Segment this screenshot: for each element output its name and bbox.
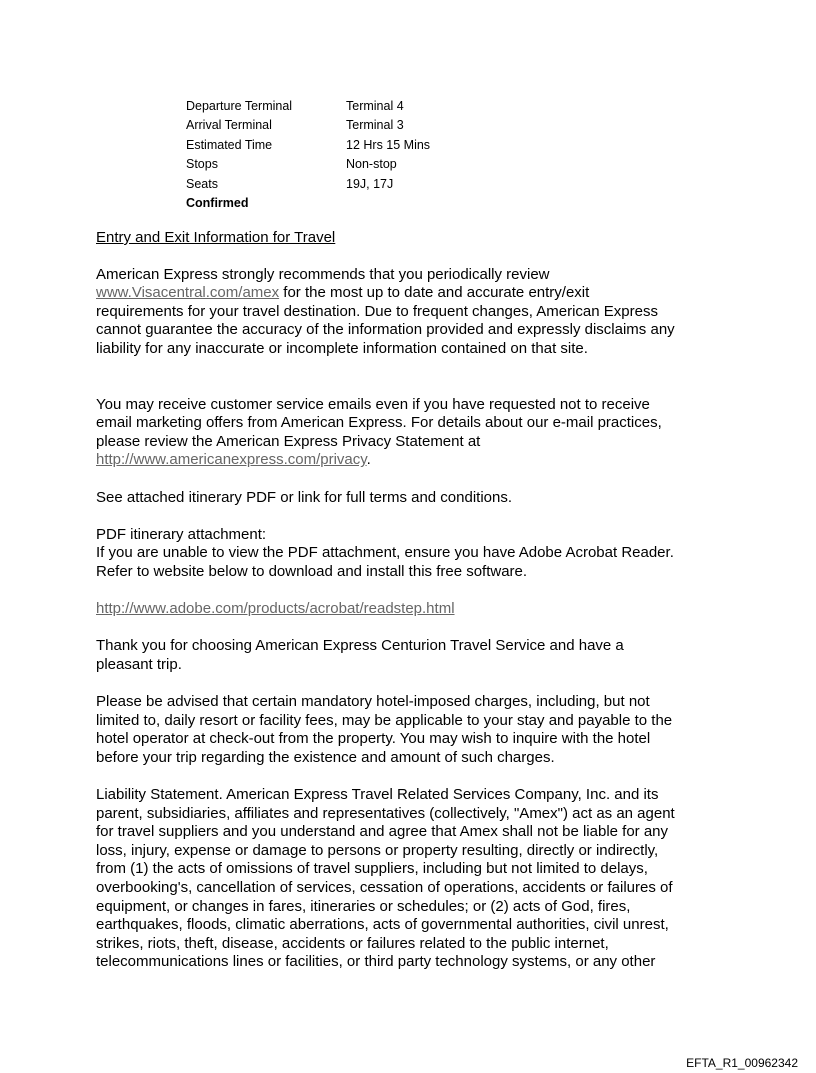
liability-statement-paragraph — [96, 786, 736, 972]
hotel-charges-paragraph — [96, 693, 736, 767]
text-line: PDF itinerary attachment: — [96, 525, 267, 543]
thank-you-paragraph — [96, 637, 736, 674]
entry-exit-heading: Entry and Exit Information for Travel — [96, 229, 336, 246]
estimated-time-label: Estimated Time — [186, 137, 273, 152]
text-line — [96, 451, 736, 470]
text-line: parent, subsidiaries, affiliates and representatives (collectively, "Amex") act as an agent — [96, 804, 675, 822]
privacy-statement-link[interactable]: http://www.americanexpress.com/privacy — [96, 451, 367, 469]
document-id: EFTA_R1_00962342 — [686, 1056, 798, 1070]
seats-label: Seats — [186, 176, 218, 191]
text-line: cannot guarantee the accuracy of the information provided and expressly disclaims any — [96, 321, 675, 339]
flight-detail-row — [186, 136, 430, 155]
text-line: You may receive customer service emails even if you have requested not to receive — [96, 395, 650, 413]
terms-paragraph — [96, 489, 736, 508]
text-fragment: for the most up to date and accurate entry/exit — [279, 284, 590, 302]
text-line: Liability Statement. American Express Travel Related Services Company, Inc. and its — [96, 786, 659, 804]
arrival-terminal-label: Arrival Terminal — [186, 118, 272, 133]
text-line — [96, 600, 736, 619]
text-line: from (1) the acts of omissions of travel suppliers, including but not limited to delays, — [96, 860, 648, 878]
customer-emails-paragraph — [96, 396, 736, 470]
text-line — [96, 284, 736, 303]
text-line: equipment, or changes in fares, itineraries or schedules; or (2) acts of God, fires, — [96, 897, 631, 915]
adobe-link-paragraph — [96, 600, 736, 619]
adobe-reader-link[interactable]: http://www.adobe.com/products/acrobat/readstep.html — [96, 600, 455, 618]
booking-status: Confirmed — [186, 195, 249, 210]
text-line: email marketing offers from American Express. For details about our e-mail practices, — [96, 414, 662, 432]
text-line: for travel suppliers and you understand and agree that Amex shall not be liable for any — [96, 823, 669, 841]
pdf-attachment-paragraph — [96, 526, 736, 582]
flight-detail-row — [186, 194, 430, 213]
text-line: hotel operator at check-out from the property. You may wish to inquire with the hotel — [96, 730, 651, 748]
flight-detail-row — [186, 175, 430, 194]
text-line: liability for any inaccurate or incomplete information contained on that site. — [96, 339, 588, 357]
flight-detail-row — [186, 155, 430, 174]
text-line: Please be advised that certain mandatory hotel-imposed charges, including, but not — [96, 693, 650, 711]
document-body — [96, 229, 736, 991]
visacentral-link[interactable]: www.Visacentral.com/amex — [96, 284, 280, 302]
seats-value: 19J, 17J — [346, 176, 394, 191]
stops-value: Non-stop — [346, 157, 397, 172]
text-line: American Express strongly recommends that you periodically review — [96, 265, 550, 283]
entry-exit-paragraph — [96, 266, 736, 359]
text-line: Refer to website below to download and install this free software. — [96, 562, 528, 580]
text-line: strikes, riots, theft, disease, accidents or failures related to the public internet, — [96, 934, 609, 952]
text-line: Thank you for choosing American Express Centurion Travel Service and have a — [96, 637, 624, 655]
text-line: If you are unable to view the PDF attachment, ensure you have Adobe Acrobat Reader. — [96, 544, 674, 562]
text-line: loss, injury, expense or damage to persons or property resulting, directly or indirectly, — [96, 841, 659, 859]
text-line: limited to, daily resort or facility fees, may be applicable to your stay and payable to the — [96, 711, 673, 729]
departure-terminal-label: Departure Terminal — [186, 99, 293, 113]
text-line: earthquakes, floods, climatic aberrations, acts of governmental authorities, civil unrest, — [96, 916, 669, 934]
text-line: please review the American Express Privacy Statement at — [96, 432, 481, 450]
departure-terminal-value: Terminal 4 — [346, 99, 404, 113]
text-fragment: . — [366, 451, 371, 469]
flight-detail-row — [186, 97, 430, 116]
text-line: telecommunications lines or facilities, or third party technology systems, or any other — [96, 953, 656, 971]
flight-details — [186, 97, 430, 213]
text-line: requirements for your travel destination. Due to frequent changes, American Express — [96, 302, 658, 320]
text-line: overbooking's, cancellation of services, cessation of operations, accidents or failures of — [96, 879, 673, 896]
text-line: See attached itinerary PDF or link for full terms and conditions. — [96, 488, 513, 506]
text-line: pleasant trip. — [96, 655, 182, 673]
arrival-terminal-value: Terminal 3 — [346, 118, 404, 133]
text-line: before your trip regarding the existence and amount of such charges. — [96, 748, 555, 766]
flight-detail-row — [186, 116, 430, 135]
stops-label: Stops — [186, 157, 218, 172]
estimated-time-value: 12 Hrs 15 Mins — [346, 137, 431, 152]
